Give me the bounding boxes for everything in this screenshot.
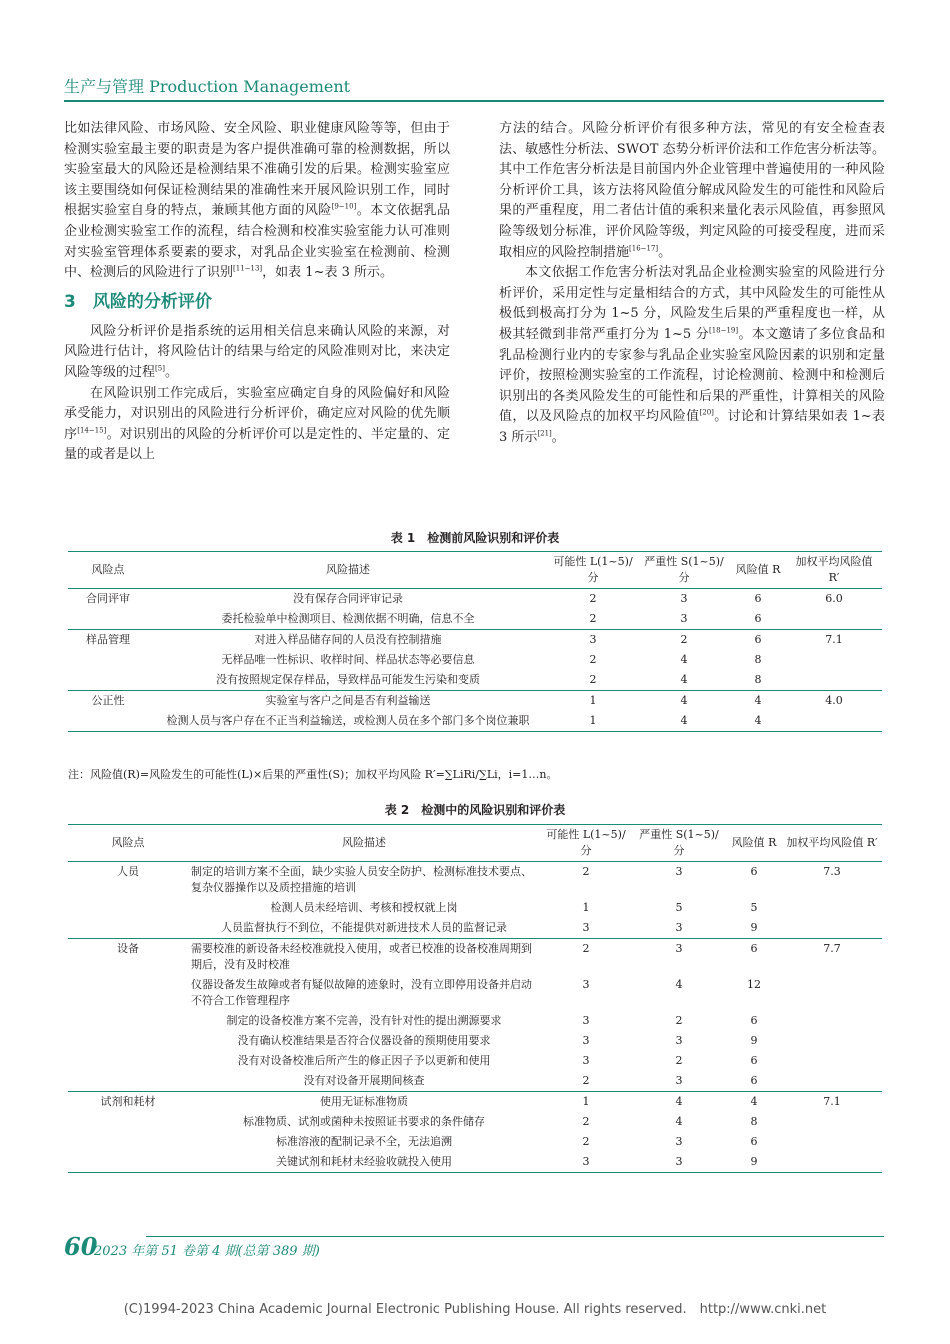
- table-cell: [68, 650, 148, 670]
- table-cell: 对进入样品储存间的人员没有控制措施: [254, 633, 442, 646]
- table-cell: 2: [582, 1074, 590, 1087]
- table-row: [68, 1011, 882, 1031]
- table-cell: 7.3: [823, 865, 841, 878]
- table-cell: 6: [750, 942, 758, 955]
- table-row: [68, 918, 882, 939]
- table-cell: [782, 975, 882, 1011]
- table-cell: 2: [675, 1014, 683, 1027]
- table1-body: [68, 589, 882, 732]
- running-header: 生产与管理 Production Management: [64, 77, 351, 96]
- footer-rule: [146, 1236, 884, 1237]
- table-cell: 仪器设备发生故障或者有疑似故障的迹象时，没有立即停用设备并启动不符合工作管理程序: [191, 978, 532, 1007]
- table-cell: 3: [582, 1155, 590, 1168]
- table-cell: 4: [675, 1095, 683, 1108]
- table-cell: [68, 1152, 188, 1173]
- table-cell: 4: [680, 694, 688, 707]
- table-cell: 4: [680, 714, 688, 727]
- table2-header-5: 加权平均风险值 R′: [786, 836, 878, 849]
- table-cell: 8: [754, 653, 762, 666]
- table-cell: 实验室与客户之间是否有利益输送: [265, 694, 431, 707]
- table-row: [68, 1031, 882, 1051]
- table-cell: 3: [582, 921, 590, 934]
- table-cell: 制定的培训方案不全面，缺少实验人员安全防护、检测标准技术要点、复杂仪器操作以及质控措施的培训: [191, 865, 532, 894]
- table-cell: 3: [589, 633, 597, 646]
- table-cell: 没有按照规定保存样品，导致样品可能发生污染和变质: [216, 673, 480, 686]
- table2-body: [68, 862, 882, 1173]
- table-cell: 3: [675, 1074, 683, 1087]
- table-cell: 4: [754, 694, 762, 707]
- table-cell: [786, 711, 882, 732]
- table-cell: [68, 1132, 188, 1152]
- table-cell: 7.7: [823, 942, 841, 955]
- table-cell: 没有对设备开展期间核查: [303, 1074, 425, 1087]
- table1-header-3: 严重性 S(1~5)/分: [644, 555, 724, 584]
- table-cell: 关键试剂和耗材未经验收就投入使用: [276, 1155, 452, 1168]
- table-cell: [68, 1031, 188, 1051]
- left-paragraph-2: 风险分析评价是指系统的运用相关信息来确认风险的来源，对风险进行估计，将风险估计的结果与给定的风险准则对比，来决定风险等级的过程[5]。: [64, 323, 450, 380]
- table-cell: 3: [582, 978, 590, 991]
- table-cell: 3: [675, 1155, 683, 1168]
- left-paragraph-3: 在风险识别工作完成后，实验室应确定自身的风险偏好和风险承受能力，对识别出的风险进行分析评价，确定应对风险的优先顺序[14−15]。对识别出的风险的分析评价可以是定性的、半定量的、定量的或者是以上: [64, 385, 450, 463]
- table1-note: 注：风险值(R)=风险发生的可能性(L)×后果的严重性(S)；加权平均风险 R′=∑LiRi/∑Li，i=1…n。: [68, 768, 558, 781]
- table-cell: [782, 1152, 882, 1173]
- left-column: [64, 119, 450, 466]
- table-cell: 4: [680, 653, 688, 666]
- table-row: [68, 862, 882, 899]
- table-cell: 没有对设备校准后所产生的修正因子予以更新和使用: [237, 1054, 491, 1067]
- table-cell: 5: [750, 901, 758, 914]
- table-cell: [786, 609, 882, 630]
- table-cell: [68, 1011, 188, 1031]
- table-cell: 3: [675, 1135, 683, 1148]
- table2-header-row: [68, 825, 882, 862]
- table-cell: 2: [582, 865, 590, 878]
- table-row: [68, 650, 882, 670]
- header-rule: [64, 100, 884, 102]
- table-cell: [68, 918, 188, 939]
- table-cell: 6: [750, 1135, 758, 1148]
- table-cell: [68, 670, 148, 691]
- table1-header-2: 可能性 L(1~5)/分: [553, 555, 633, 584]
- table-cell: 标准物质、试剂或菌种未按照证书要求的条件储存: [243, 1115, 485, 1128]
- table1-caption: 表 1 检测前风险识别和评价表: [390, 531, 560, 545]
- table-cell: 制定的设备校准方案不完善，没有针对性的提出溯源要求: [226, 1014, 502, 1027]
- table-cell: 标准溶液的配制记录不全，无法追溯: [276, 1135, 452, 1148]
- table-cell: 试剂和耗材: [100, 1095, 156, 1108]
- table-cell: [68, 975, 188, 1011]
- table-cell: 设备: [117, 942, 139, 955]
- table-row: [68, 1051, 882, 1071]
- table-cell: 6.0: [825, 592, 843, 605]
- table-row: [68, 1092, 882, 1113]
- table-cell: 8: [754, 673, 762, 686]
- table-cell: [786, 670, 882, 691]
- table-cell: 4: [750, 1095, 758, 1108]
- table1-header-4: 风险值 R: [735, 563, 781, 576]
- table-cell: 4: [754, 714, 762, 727]
- table1-header-5: 加权平均风险值 R′: [795, 555, 873, 584]
- table-cell: 没有确认校准结果是否符合仪器设备的预期使用要求: [237, 1034, 491, 1047]
- table-cell: 样品管理: [86, 633, 130, 646]
- table-cell: 3: [582, 1054, 590, 1067]
- table-cell: 人员: [117, 865, 139, 878]
- table2-header-2: 可能性 L(1~5)/分: [546, 828, 626, 857]
- table-cell: 9: [750, 1155, 758, 1168]
- table-cell: 1: [589, 694, 597, 707]
- table-row: [68, 711, 882, 732]
- copyright-notice: (C)1994-2023 China Academic Journal Electronic Publishing House. All rights reserved. http://www.cnki.net: [123, 1302, 827, 1317]
- table-row: [68, 898, 882, 918]
- table-cell: 人员监督执行不到位，不能提供对新进技术人员的监督记录: [221, 921, 507, 934]
- table-cell: 3: [675, 1034, 683, 1047]
- table-cell: 3: [675, 942, 683, 955]
- section-heading: 3 风险的分析评价: [64, 291, 212, 312]
- table-cell: 6: [754, 612, 762, 625]
- table-row: [68, 939, 882, 976]
- table-cell: [68, 609, 148, 630]
- table-cell: [68, 1112, 188, 1132]
- table-row: [68, 609, 882, 630]
- table-cell: [782, 1011, 882, 1031]
- table-cell: 使用无证标准物质: [320, 1095, 408, 1108]
- table-cell: 2: [589, 673, 597, 686]
- table-cell: 6: [754, 592, 762, 605]
- table-cell: 2: [582, 1135, 590, 1148]
- table2-header-0: 风险点: [111, 836, 145, 849]
- table-cell: 1: [582, 901, 590, 914]
- table-cell: [782, 1112, 882, 1132]
- table2-header-1: 风险描述: [342, 836, 386, 849]
- table-cell: 1: [582, 1095, 590, 1108]
- table-cell: 3: [680, 592, 688, 605]
- table-cell: 3: [680, 612, 688, 625]
- table-cell: 6: [750, 865, 758, 878]
- table-cell: 4.0: [825, 694, 843, 707]
- table-cell: 2: [589, 612, 597, 625]
- table-cell: [786, 650, 882, 670]
- table-cell: 2: [582, 1115, 590, 1128]
- table-cell: 合同评审: [86, 592, 130, 605]
- table-cell: 5: [675, 901, 683, 914]
- table-cell: 4: [680, 673, 688, 686]
- table2-header-4: 风险值 R: [731, 836, 777, 849]
- table-cell: [68, 898, 188, 918]
- table-cell: 2: [680, 633, 688, 646]
- table-cell: 4: [675, 978, 683, 991]
- table-cell: [68, 1071, 188, 1092]
- right-paragraph-2: 本文依据工作危害分析法对乳品企业检测实验室的风险进行分析评价，采用定性与定量相结合的方式，其中风险发生的可能性从极低到极高打分为 1~5 分，风险发生后果的严重程度也一样，从极其轻微到非常严重打分为 1~5 分[18−19]。本文邀请了多位食品和乳品检测行业内的专家参与乳品企业实验室风险因素的识别和定量评价，按照检测实验室的工作流程，讨论检测前、检测中和检测后识别出的各类风险发生的可能性和后果的严重性，计算相关的风险值，以及风险点的加权平均风险值[20]。讨论和计算结果如表 1~表 3 所示[21]。: [499, 265, 885, 445]
- table1-header-row: [68, 552, 882, 589]
- table1: [68, 551, 882, 732]
- table-row: [68, 630, 882, 651]
- table-cell: [782, 898, 882, 918]
- table-row: [68, 670, 882, 691]
- table2-header-3: 严重性 S(1~5)/分: [639, 828, 719, 857]
- table-cell: 9: [750, 921, 758, 934]
- table-cell: 3: [582, 1034, 590, 1047]
- table-row: [68, 1132, 882, 1152]
- table-cell: 6: [750, 1074, 758, 1087]
- right-paragraph-1: 方法的结合。风险分析评价有很多种方法，常见的有安全检查表法、敏感性分析法、SWOT 态势分析评价法和工作危害分析法等。其中工作危害分析法是目前国内外企业管理中普遍使用的一种风险分析评价工具，该方法将风险值分解成风险发生的可能性和风险后果的严重程度，用二者估计值的乘积来量化表示风险值，再参照风险等级划分标准，评价风险等级，判定风险的可接受程度，进而采取相应的风险控制措施[16−17]。: [499, 121, 885, 260]
- table-cell: 检测人员与客户存在不正当利益输送，或检测人员在多个部门多个岗位兼职: [166, 714, 530, 727]
- table1-header-0: 风险点: [91, 563, 125, 576]
- table-cell: [782, 918, 882, 939]
- table-cell: 9: [750, 1034, 758, 1047]
- table-row: [68, 691, 882, 712]
- table-cell: [68, 1051, 188, 1071]
- table-cell: 2: [675, 1054, 683, 1067]
- table-cell: 没有保存合同评审记录: [293, 592, 403, 605]
- issue-info: 2023 年第 51 卷第 4 期(总第 389 期): [94, 1244, 320, 1259]
- table-row: [68, 1112, 882, 1132]
- table-cell: 3: [582, 1014, 590, 1027]
- table-row: [68, 975, 882, 1011]
- table-row: [68, 1071, 882, 1092]
- table-cell: 7.1: [825, 633, 843, 646]
- table-cell: [782, 1132, 882, 1152]
- table-cell: [68, 711, 148, 732]
- table-cell: 委托检验单中检测项目、检测依据不明确，信息不全: [221, 612, 475, 625]
- table2-caption: 表 2 检测中的风险识别和评价表: [384, 803, 566, 817]
- table-cell: 公正性: [91, 694, 125, 707]
- table-cell: 12: [747, 978, 761, 991]
- table-cell: 检测人员未经培训、考核和授权就上岗: [270, 901, 458, 914]
- table-cell: 无样品唯一性标识、收样时间、样品状态等必要信息: [221, 653, 475, 666]
- table-cell: [782, 1071, 882, 1092]
- table2: [68, 824, 882, 1173]
- table-cell: 6: [750, 1054, 758, 1067]
- table1-header-1: 风险描述: [326, 563, 370, 576]
- table-row: [68, 1152, 882, 1173]
- table-cell: [782, 1031, 882, 1051]
- table-cell: 7.1: [823, 1095, 841, 1108]
- table-cell: 1: [589, 714, 597, 727]
- left-paragraph-1: 比如法律风险、市场风险、安全风险、职业健康风险等等，但由于检测实验室最主要的职责是为客户提供准确可靠的检测数据，所以实验室最大的风险还是检测结果不准确引发的后果。检测实验室应该主要围绕如何保证检测结果的准确性来开展风险识别工作，同时根据实验室自身的特点，兼顾其他方面的风险[9−10]。本文依据乳品企业检测实验室工作的流程，结合检测和校准实验室能力认可准则对实验室管理体系要素的要求，对乳品企业实验室在检测前、检测中、检测后的风险进行了识别[11−13]，如表 1~表 3 所示。: [64, 121, 450, 281]
- table-cell: 8: [750, 1115, 758, 1128]
- right-column: [499, 119, 885, 449]
- table-cell: 需要校准的新设备未经校准就投入使用，或者已校准的设备校准周期到期后，没有及时校准: [191, 942, 532, 971]
- table-cell: 4: [675, 1115, 683, 1128]
- table-cell: 6: [750, 1014, 758, 1027]
- table-cell: 2: [589, 592, 597, 605]
- page-number: 60: [64, 1232, 98, 1261]
- table-cell: 6: [754, 633, 762, 646]
- table-cell: [782, 1051, 882, 1071]
- table-cell: 2: [582, 942, 590, 955]
- table-cell: 3: [675, 921, 683, 934]
- table-cell: 3: [675, 865, 683, 878]
- table-cell: 2: [589, 653, 597, 666]
- table-row: [68, 589, 882, 610]
